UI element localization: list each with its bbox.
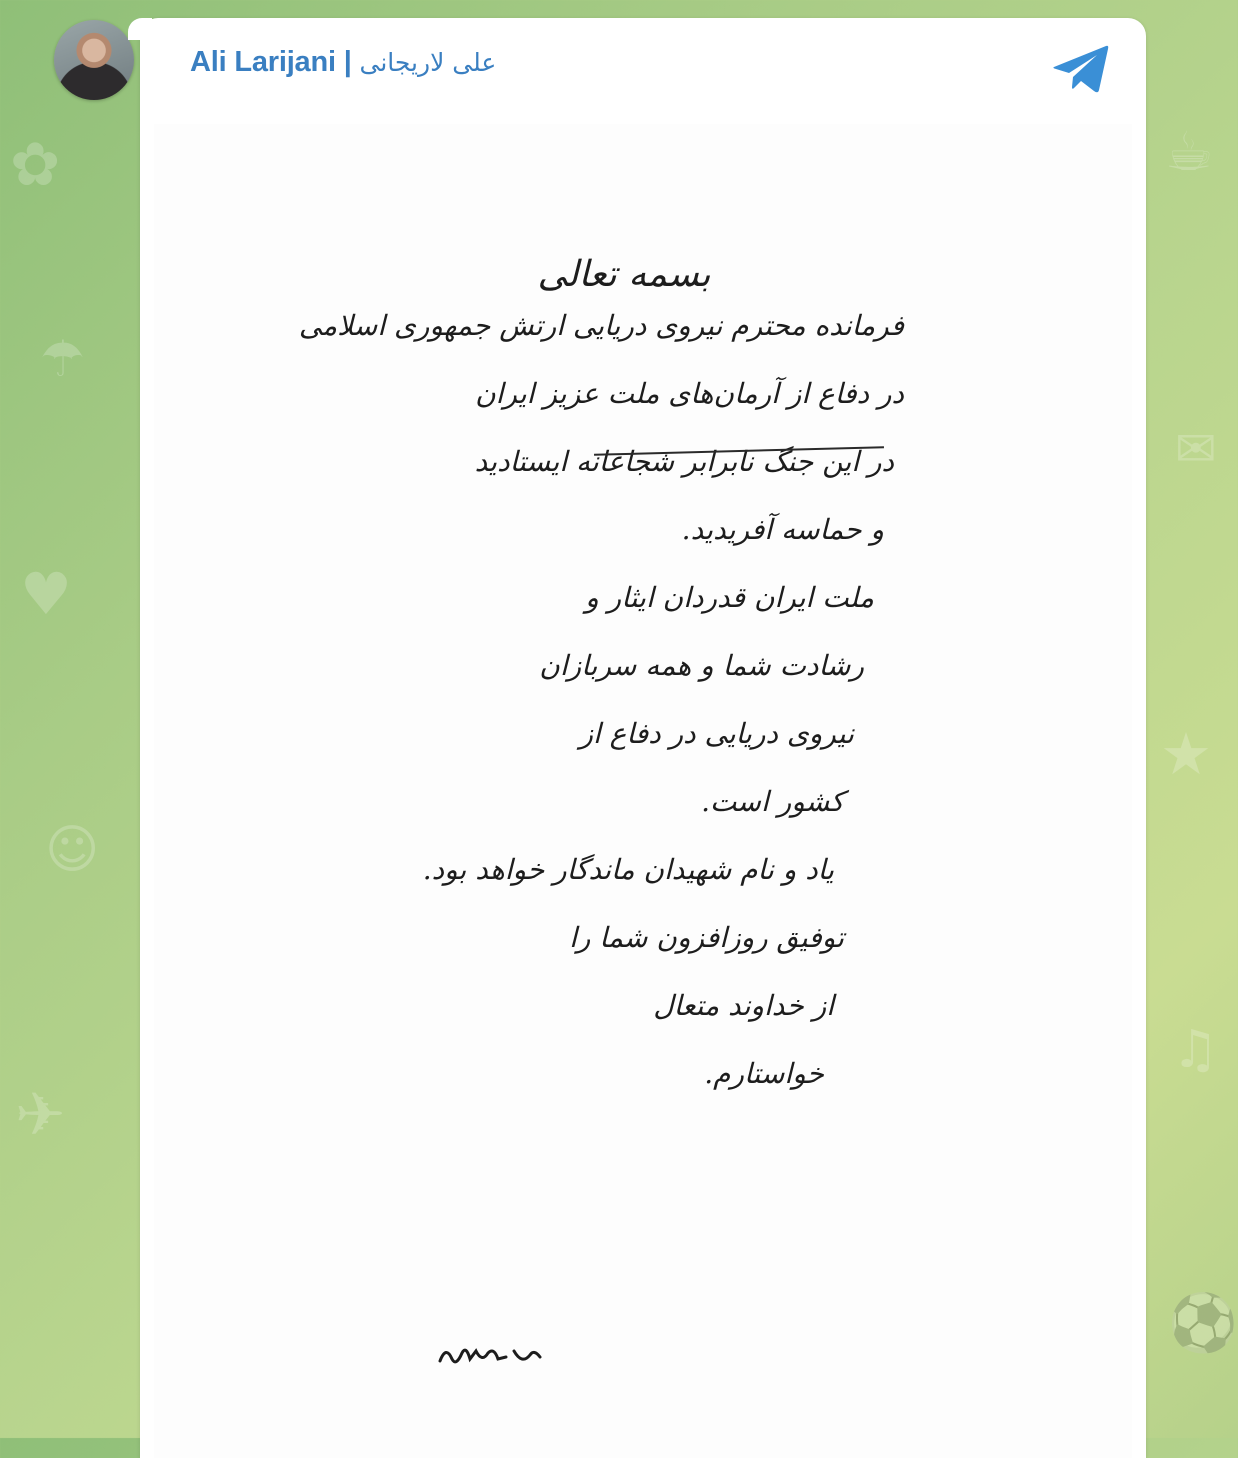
letter-line: خواستارم.: [704, 1057, 824, 1090]
background-pattern: ⚽: [1168, 1291, 1238, 1356]
background-pattern: ☕: [1165, 120, 1214, 183]
letter-line: ملت ایران قدردان ایثار و: [585, 581, 874, 614]
background-pattern: ☂: [40, 330, 85, 388]
handwritten-letter: [298, 254, 904, 1260]
letter-image: [154, 124, 1132, 1458]
letter-body: [298, 308, 904, 1260]
message-bubble: [140, 18, 1146, 1458]
letter-header: بسمه تعالی: [537, 254, 711, 295]
sender-name[interactable]: [190, 46, 496, 79]
letter-line: فرمانده محترم نیروی دریایی ارتش جمهوری اسلامی: [298, 309, 904, 342]
sender-name-en: Ali Larijani: [190, 46, 336, 78]
background-pattern: ☺: [45, 820, 100, 880]
letter-line: [384, 1192, 904, 1260]
telegram-icon[interactable]: [1052, 43, 1110, 95]
handwritten-signature: [436, 1339, 546, 1369]
background-pattern: ★: [1160, 720, 1212, 788]
letter-line: توفیق روزافزون شما را: [569, 921, 844, 954]
background-pattern: ♫: [1172, 1020, 1219, 1080]
letter-line: رشادت شما و همه سربازان: [539, 649, 864, 682]
letter-line: [384, 1124, 904, 1192]
letter-line: کشور است.: [701, 785, 844, 818]
letter-line: از خداوند متعال: [653, 989, 834, 1022]
letter-line: نیروی دریایی در دفاع از: [579, 717, 854, 750]
background-pattern: ✿: [10, 130, 61, 200]
sender-avatar[interactable]: [54, 20, 134, 100]
background-pattern: ✈: [15, 1080, 66, 1150]
letter-line: و حماسه آفریدید.: [681, 513, 884, 546]
sender-separator: |: [343, 46, 352, 78]
background-pattern: ✉: [1175, 420, 1217, 478]
letter-line: در این جنگ نابرابر شجاعانه ایستادید: [474, 445, 894, 478]
background-pattern: ♥: [20, 560, 72, 628]
sender-name-fa: علی لاریجانی: [359, 48, 497, 77]
letter-line: در دفاع از آرمان‌های ملت عزیز ایران: [475, 377, 904, 410]
letter-line: یاد و نام شهیدان ماندگار خواهد بود.: [422, 853, 834, 886]
